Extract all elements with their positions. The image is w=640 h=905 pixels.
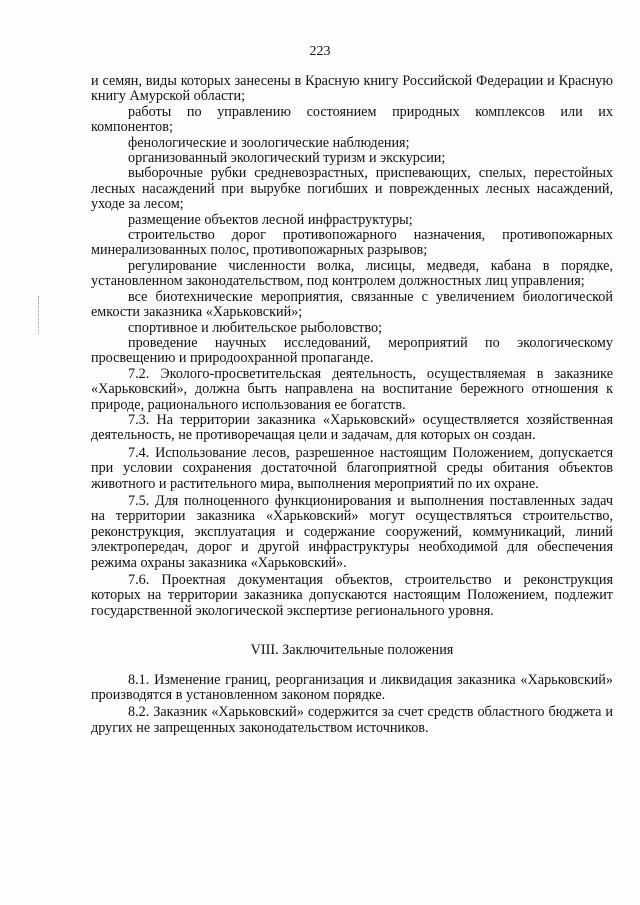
paragraph-9: спортивное и любительское рыболовство; <box>128 319 383 336</box>
paragraph-0: и семян, виды которых занесены в Красную книгу Российской Федерации и Красную книгу Амурской области; <box>91 73 613 105</box>
paragraph-8-2: 8.2. Заказник «Харьковский» содержится за счет средств областного бюджета и других не запрещенных законодательством источников. <box>91 704 613 736</box>
paragraph-7: регулирование численности волка, лисицы, медведя, кабана в порядке, установленном законодательством, под контролем должностных лиц управления; <box>91 257 613 290</box>
paragraph-6: строительство дорог противопожарного назначения, противопожарных минерализованных полос, противопожарных разрывов; <box>91 227 613 259</box>
paragraph-7-3: 7.3. На территории заказника «Харьковский» осуществляется хозяйственная деятельность, не противоречащая цели и задачам, для которых он создан. <box>91 411 613 444</box>
paragraph-7-4: 7.4. Использование лесов, разрешенное настоящим Положением, допускается при условии сохранения достаточной благоприятной среды обитания объектов животного и растительного мира, выполнения мероприятий по их охране. <box>91 444 613 492</box>
margin-scan-mark <box>38 296 41 334</box>
paragraph-2: фенологические и зоологические наблюдения; <box>128 134 410 151</box>
paragraph-10: проведение научных исследований, мероприятий по экологическому просвещению и природоохранной пропаганде. <box>91 334 613 367</box>
document-body <box>91 74 613 736</box>
paragraph-7-6: 7.6. Проектная документация объектов, строительство и реконструкция которых на территории заказника допускаются настоящим Положением, подлежит государственной экологической экспертизе регионального уровня. <box>91 572 613 619</box>
paragraph-5: размещение объектов лесной инфраструктуры; <box>128 211 413 228</box>
paragraph-4: выборочные рубки средневозрастных, приспевающих, спелых, перестойных лесных насаждений при вырубке погибших и поврежденных лесных насаждений, уходе за лесом; <box>91 165 613 213</box>
paragraph-7-2: 7.2. Эколого-просветительская деятельность, осуществляемая в заказнике «Харьковский», должна быть направлена на воспитание бережного отношения к природе, рационального использования ее богатств. <box>91 365 613 413</box>
paragraph-8-1: 8.1. Изменение границ, реорганизация и ликвидация заказника «Харьковский» производятся в установленном законом порядке. <box>91 671 613 704</box>
paragraph-3: организованный экологический туризм и экскурсии; <box>128 150 446 167</box>
paragraph-1: работы по управлению состоянием природных комплексов или их компонентов; <box>91 103 613 136</box>
paragraph-8: все биотехнические мероприятия, связанные с увеличением биологической емкости заказника «Харьковский»; <box>91 288 613 321</box>
paragraph-7-5: 7.5. Для полноценного функционирования и выполнения поставленных задач на территории заказника «Харьковский» могут осуществляться строительство, реконструкция, эксплуатация и содержание сооружений, коммуникаций, линий электропередач, дорог и другой инфраструктуры необходимой для обеспечения режима охраны заказника «Харьковский». <box>91 492 613 571</box>
page-number: 223 <box>309 44 331 59</box>
section-title: VIII. Заключительные положения <box>250 642 454 659</box>
